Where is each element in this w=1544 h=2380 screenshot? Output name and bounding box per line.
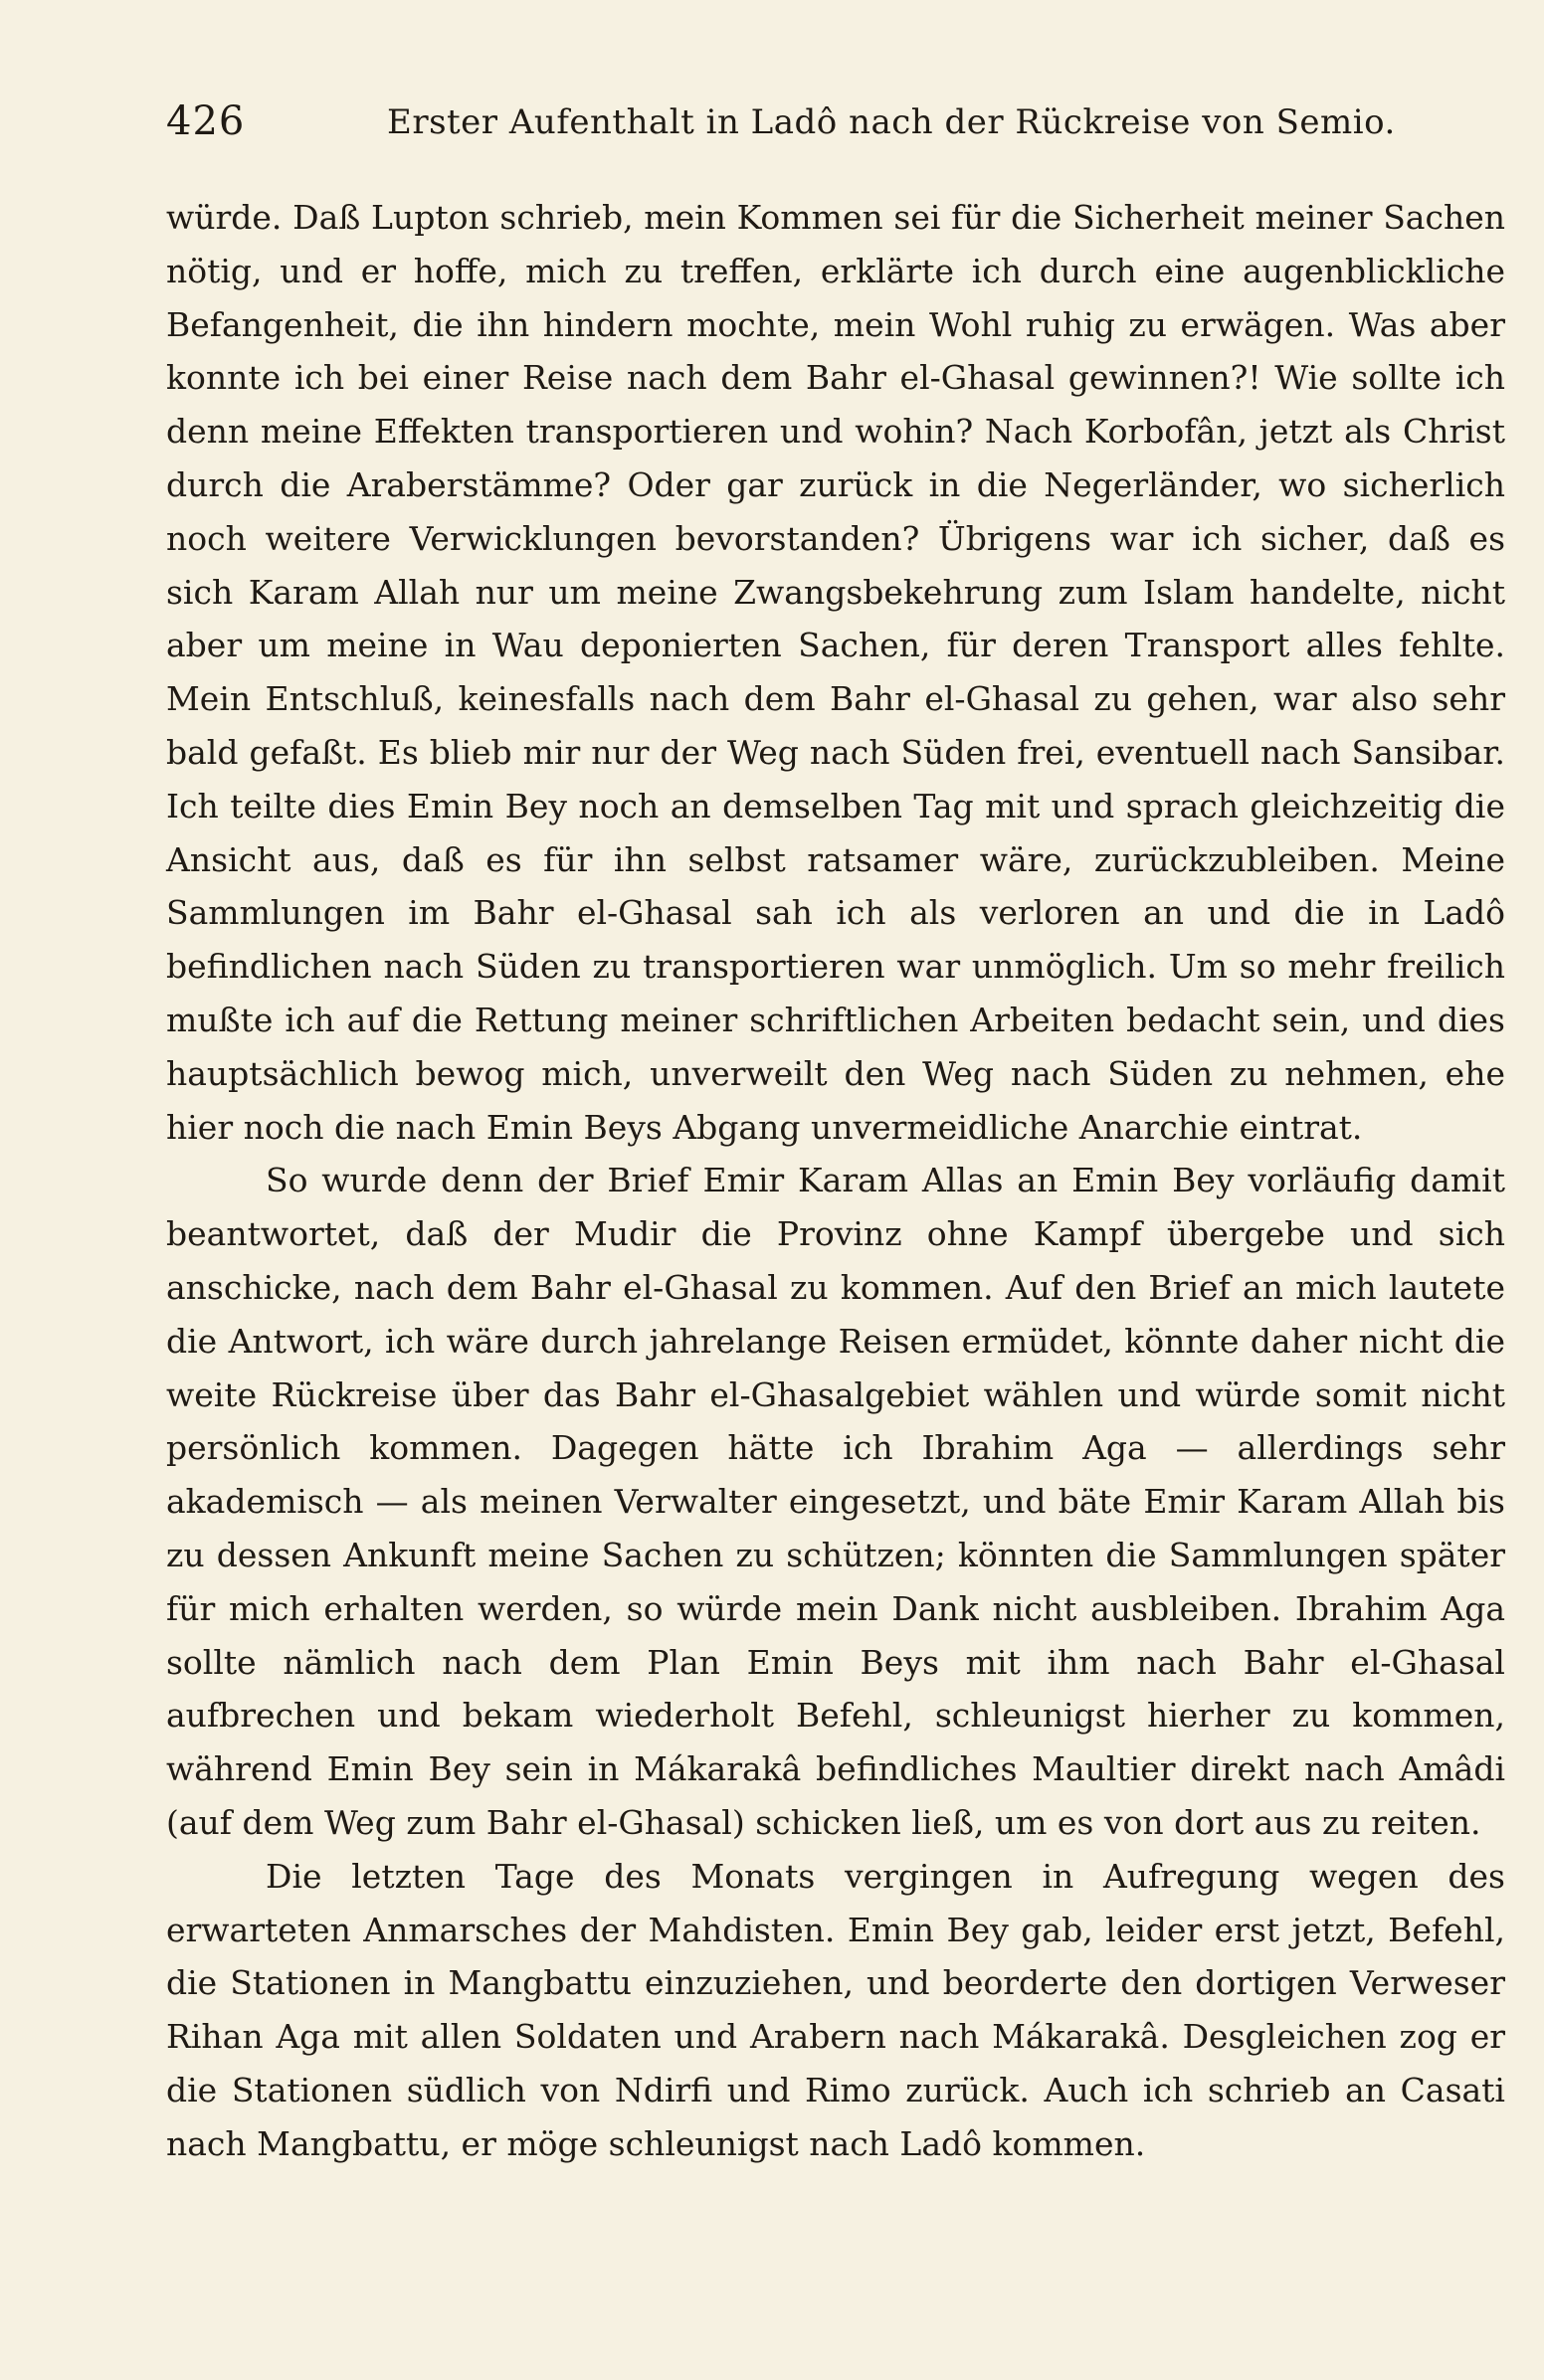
paragraph-2: So wurde denn der Brief Emir Karam Allas an Emin Bey vorläufig damit beantwortet, daß der Mudir die Provinz ohne Kampf übergebe und sich anschicke, nach dem Bahr el-Ghasal zu kommen. Auf den Brief an mich lautete die Antwort, ich wäre durch jahrelange Reisen ermüdet, könnte daher nicht die weite Rückreise über das Bahr el-Ghasalgebiet wählen und würde somit nicht persönlich kommen. Dagegen hätte ich Ibrahim Aga — allerdings sehr akademisch — als meinen Verwalter eingesetzt, und bäte Emir Karam Allah bis zu dessen Ankunft meine Sachen zu schützen; könnten die Sammlungen später für mich erhalten werden, so würde mein Dank nicht ausbleiben. Ibrahim Aga sollte nämlich nach dem Plan Emin Beys mit ihm nach Bahr el-Ghasal aufbrechen und bekam wiederholt Befehl, schleunigst hierher zu kommen, während Emin Bey sein in Mákarakâ befindliches Maultier direkt nach Amâdi (auf dem Weg zum Bahr el-Ghasal) schicken ließ, um es von dort aus zu reiten. [166,1161,1505,1842]
page-number: 426 [166,98,246,144]
running-title: Erster Aufenthalt in Ladô nach der Rückreise von Semio. [387,102,1396,142]
paragraph-3: Die letzten Tage des Monats vergingen in Aufregung wegen des erwarteten Anmarsches der Mahdisten. Emin Bey gab, leider erst jetzt, Befehl, die Stationen in Mangbattu einzuziehen, und beorderte den dortigen Verweser Rihan Aga mit allen Soldaten und Arabern nach Mákarakâ. Desgleichen zog er die Stationen südlich von Ndirfi und Rimo zurück. Auch ich schrieb an Casati nach Mangbattu, er möge schleunigst nach Ladô kommen. [166,1856,1505,2163]
body-text [166,191,1505,2170]
page-header [166,95,1544,155]
paragraph-1: würde. Daß Lupton schrieb, mein Kommen sei für die Sicherheit meiner Sachen nötig, und er hoffe, mich zu treffen, erklärte ich durch eine augenblickliche Befangenheit, die ihn hindern mochte, mein Wohl ruhig zu erwägen. Was aber konnte ich bei einer Reise nach dem Bahr el-Ghasal gewinnen?! Wie sollte ich denn meine Effekten transportieren und wohin? Nach Korbofân, jetzt als Christ durch die Araberstämme? Oder gar zurück in die Negerländer, wo sicherlich noch weitere Verwicklungen bevorstanden? Übrigens war ich sicher, daß es sich Karam Allah nur um meine Zwangsbekehrung zum Islam handelte, nicht aber um meine in Wau deponierten Sachen, für deren Transport alles fehlte. Mein Entschluß, keinesfalls nach dem Bahr el-Ghasal zu gehen, war also sehr bald gefaßt. Es blieb mir nur der Weg nach Süden frei, eventuell nach Sansibar. Ich teilte dies Emin Bey noch an demselben Tag mit und sprach gleichzeitig die Ansicht aus, daß es für ihn selbst ratsamer wäre, zurückzubleiben. Meine Sammlungen im Bahr el-Ghasal sah ich als verloren an und die in Ladô befindlichen nach Süden zu transportieren war unmöglich. Um so mehr freilich mußte ich auf die Rettung meiner schriftlichen Arbeiten bedacht sein, und dies hauptsächlich bewog mich, unverweilt den Weg nach Süden zu nehmen, ehe hier noch die nach Emin Beys Abgang unvermeidliche Anarchie eintrat. [166,198,1505,1147]
